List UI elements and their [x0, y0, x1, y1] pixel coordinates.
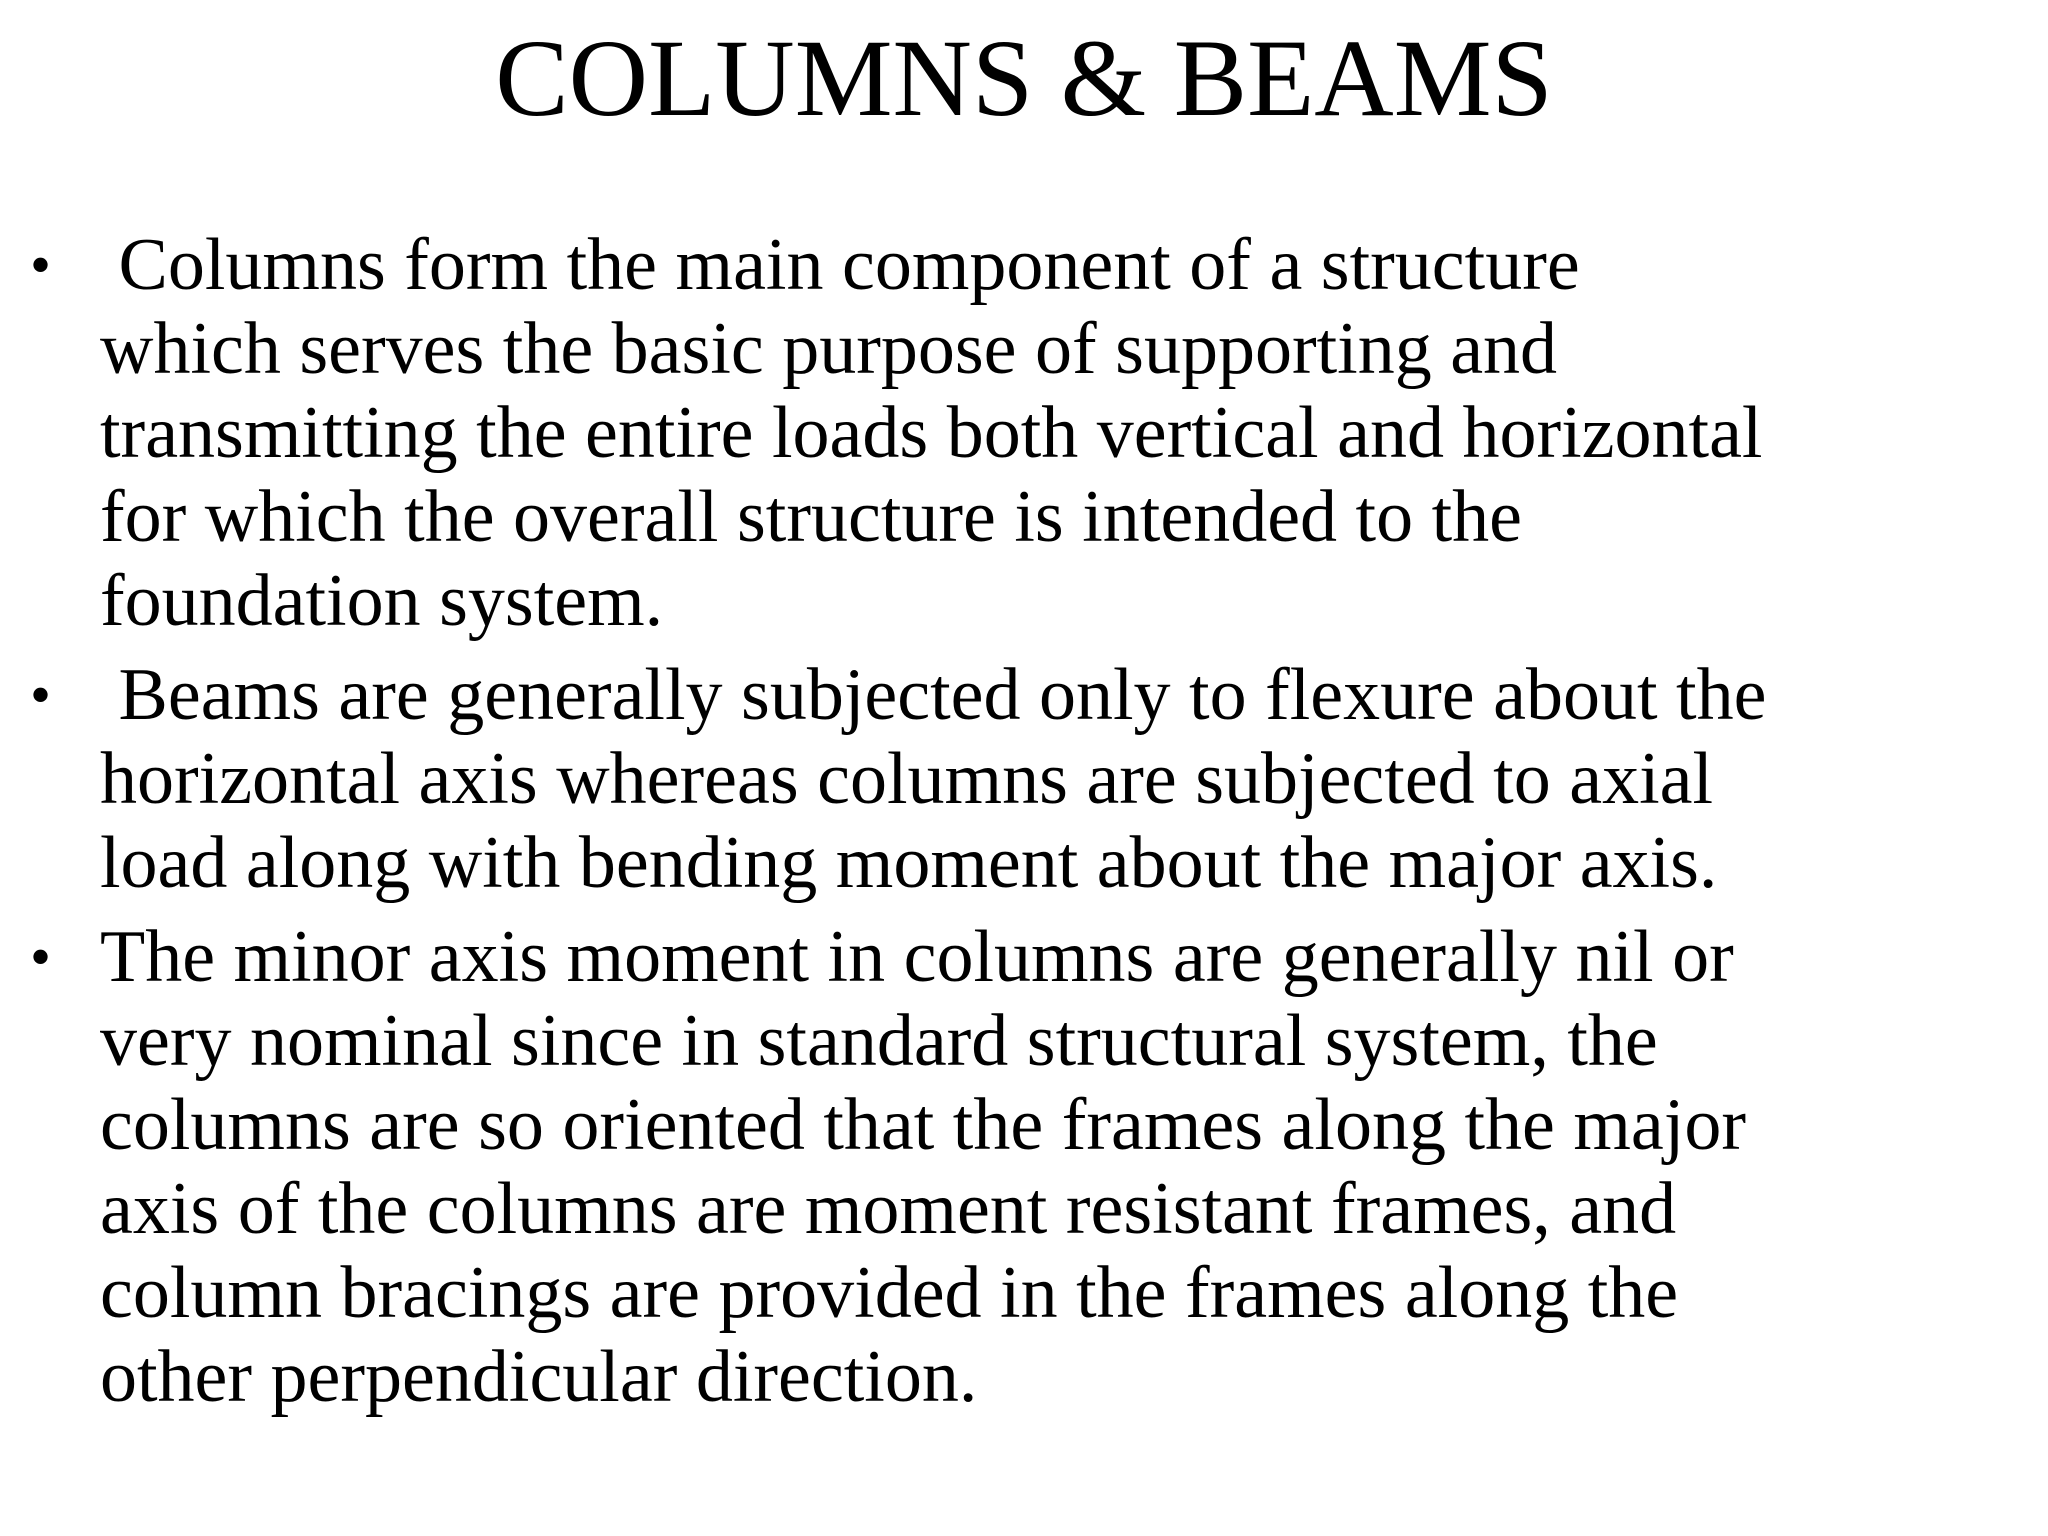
bullet-line: Columns form the main component of a structure — [100, 224, 1580, 306]
bullet-line: which serves the basic purpose of supporting and — [100, 308, 1558, 390]
bullet-marker: • — [30, 662, 52, 728]
bullet-line: horizontal axis whereas columns are subjected to axial — [100, 738, 1714, 820]
bullet-line: columns are so oriented that the frames along the major — [100, 1084, 1746, 1166]
bullet-line: very nominal since in standard structural system, the — [100, 1000, 1658, 1082]
bullet-marker: • — [30, 924, 52, 990]
bullet-line: axis of the columns are moment resistant frames, and — [100, 1168, 1677, 1250]
bullet-list — [0, 223, 2048, 1429]
bullet-marker: • — [30, 232, 52, 298]
bullet-line: Beams are generally subjected only to flexure about the — [100, 654, 1767, 736]
bullet-item-beams — [0, 653, 2048, 905]
bullet-line: The minor axis moment in columns are generally nil or — [100, 916, 1734, 998]
bullet-line: other perpendicular direction. — [100, 1336, 978, 1418]
bullet-line: load along with bending moment about the major axis. — [100, 822, 1718, 904]
bullet-line: for which the overall structure is intended to the — [100, 476, 1523, 558]
bullet-line: transmitting the entire loads both vertical and horizontal — [100, 392, 1763, 474]
slide-title: COLUMNS & BEAMS — [495, 17, 1553, 139]
bullet-item-columns — [0, 223, 2048, 643]
bullet-line: column bracings are provided in the frames along the — [100, 1252, 1679, 1334]
bullet-line: foundation system. — [100, 560, 664, 642]
bullet-item-minor-axis — [0, 915, 2048, 1419]
